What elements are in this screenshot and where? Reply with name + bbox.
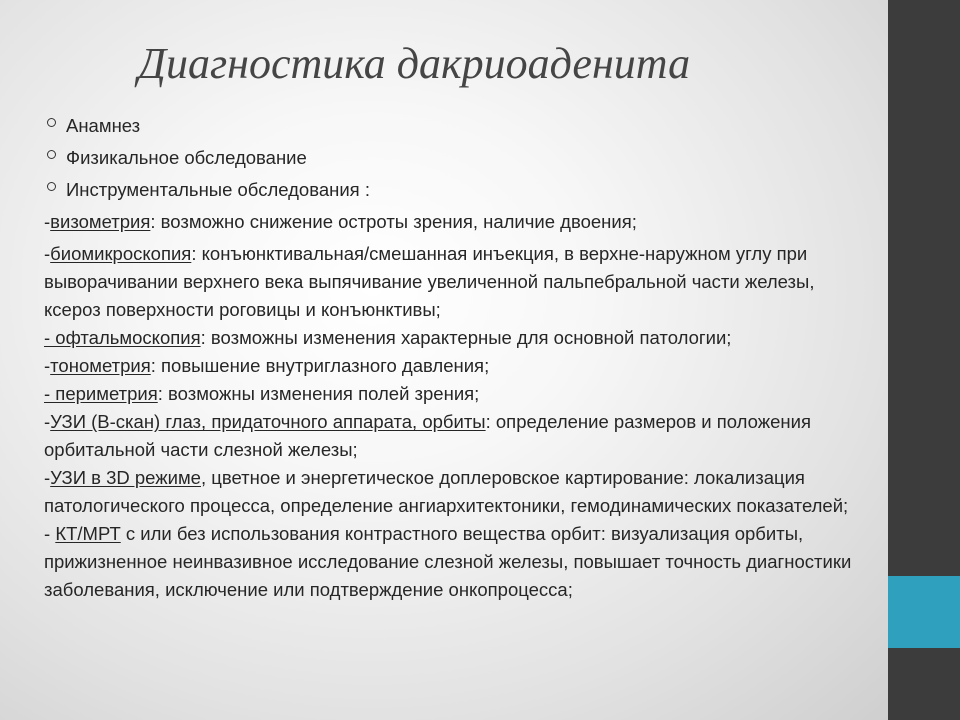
item-term: - периметрия [44, 383, 158, 404]
exam-item-tonometry [44, 352, 874, 380]
bullet-item [44, 112, 874, 140]
exam-item-visometry [44, 208, 874, 236]
item-description: : конъюнктивальная/смешанная инъекция, в верхне-наружном углу при выворачивании верхнего века выпячивание увеличенной пальпебральной части железы, ксероз поверхности роговицы и конъюнктивы; [44, 243, 815, 320]
bullet-text: Инструментальные обследования : [66, 179, 370, 200]
bullet-text: Анамнез [66, 115, 141, 136]
circle-bullet-icon [47, 150, 56, 159]
slide-title: Диагностика дакриоаденита [138, 39, 691, 88]
item-term: биомикроскопия [50, 243, 192, 264]
item-prefix: - [44, 411, 51, 432]
circle-bullet-icon [47, 182, 56, 191]
item-prefix: - [44, 355, 51, 376]
item-term: УЗИ в 3D режиме [50, 467, 201, 488]
bullet-list [44, 112, 874, 204]
exam-item-ultrasound-b-scan [44, 408, 874, 464]
item-term: - офтальмоскопия [44, 327, 201, 348]
item-description: : возможны изменения полей зрения; [157, 383, 480, 404]
item-description: с или без использования контрастного вещества орбит: визуализация орбиты, прижизненное неинвазивное исследование слезной железы, повышает точность диагностики заболевания, исключение или подтверждение онкопроцесса; [44, 523, 852, 600]
exam-item-ct-mri [44, 520, 874, 604]
exam-item-perimetry [44, 380, 874, 408]
item-prefix: - [44, 243, 51, 264]
exam-item-ophthalmoscopy [44, 324, 874, 352]
slide-content [44, 112, 874, 604]
bullet-item [44, 144, 874, 172]
bullet-text: Физикальное обследование [66, 147, 307, 168]
exam-item-biomicroscopy [44, 240, 874, 324]
item-prefix: - [44, 523, 56, 544]
item-term: КТ/МРТ [55, 523, 121, 544]
item-term: тонометрия [50, 355, 151, 376]
item-description: : возможны изменения характерные для основной патологии; [200, 327, 732, 348]
circle-bullet-icon [47, 118, 56, 127]
item-term: визометрия [50, 211, 151, 232]
item-description: : повышение внутриглазного давления; [150, 355, 490, 376]
item-description: : определение размеров и положения орбитальной части слезной железы; [44, 411, 811, 460]
decorative-accent-block [888, 576, 960, 648]
item-prefix: - [44, 467, 51, 488]
item-term: УЗИ (В-скан) глаз, придаточного аппарата, орбиты [50, 411, 486, 432]
item-description: , цветное и энергетическое доплеровское картирование: локализация патологического процесса, определение ангиархитектоники, гемодинамических показателей; [44, 467, 849, 516]
bullet-item [44, 176, 874, 204]
item-description: : возможно снижение остроты зрения, наличие двоения; [150, 211, 637, 232]
exam-item-ultrasound-3d [44, 464, 874, 520]
item-prefix: - [44, 211, 51, 232]
